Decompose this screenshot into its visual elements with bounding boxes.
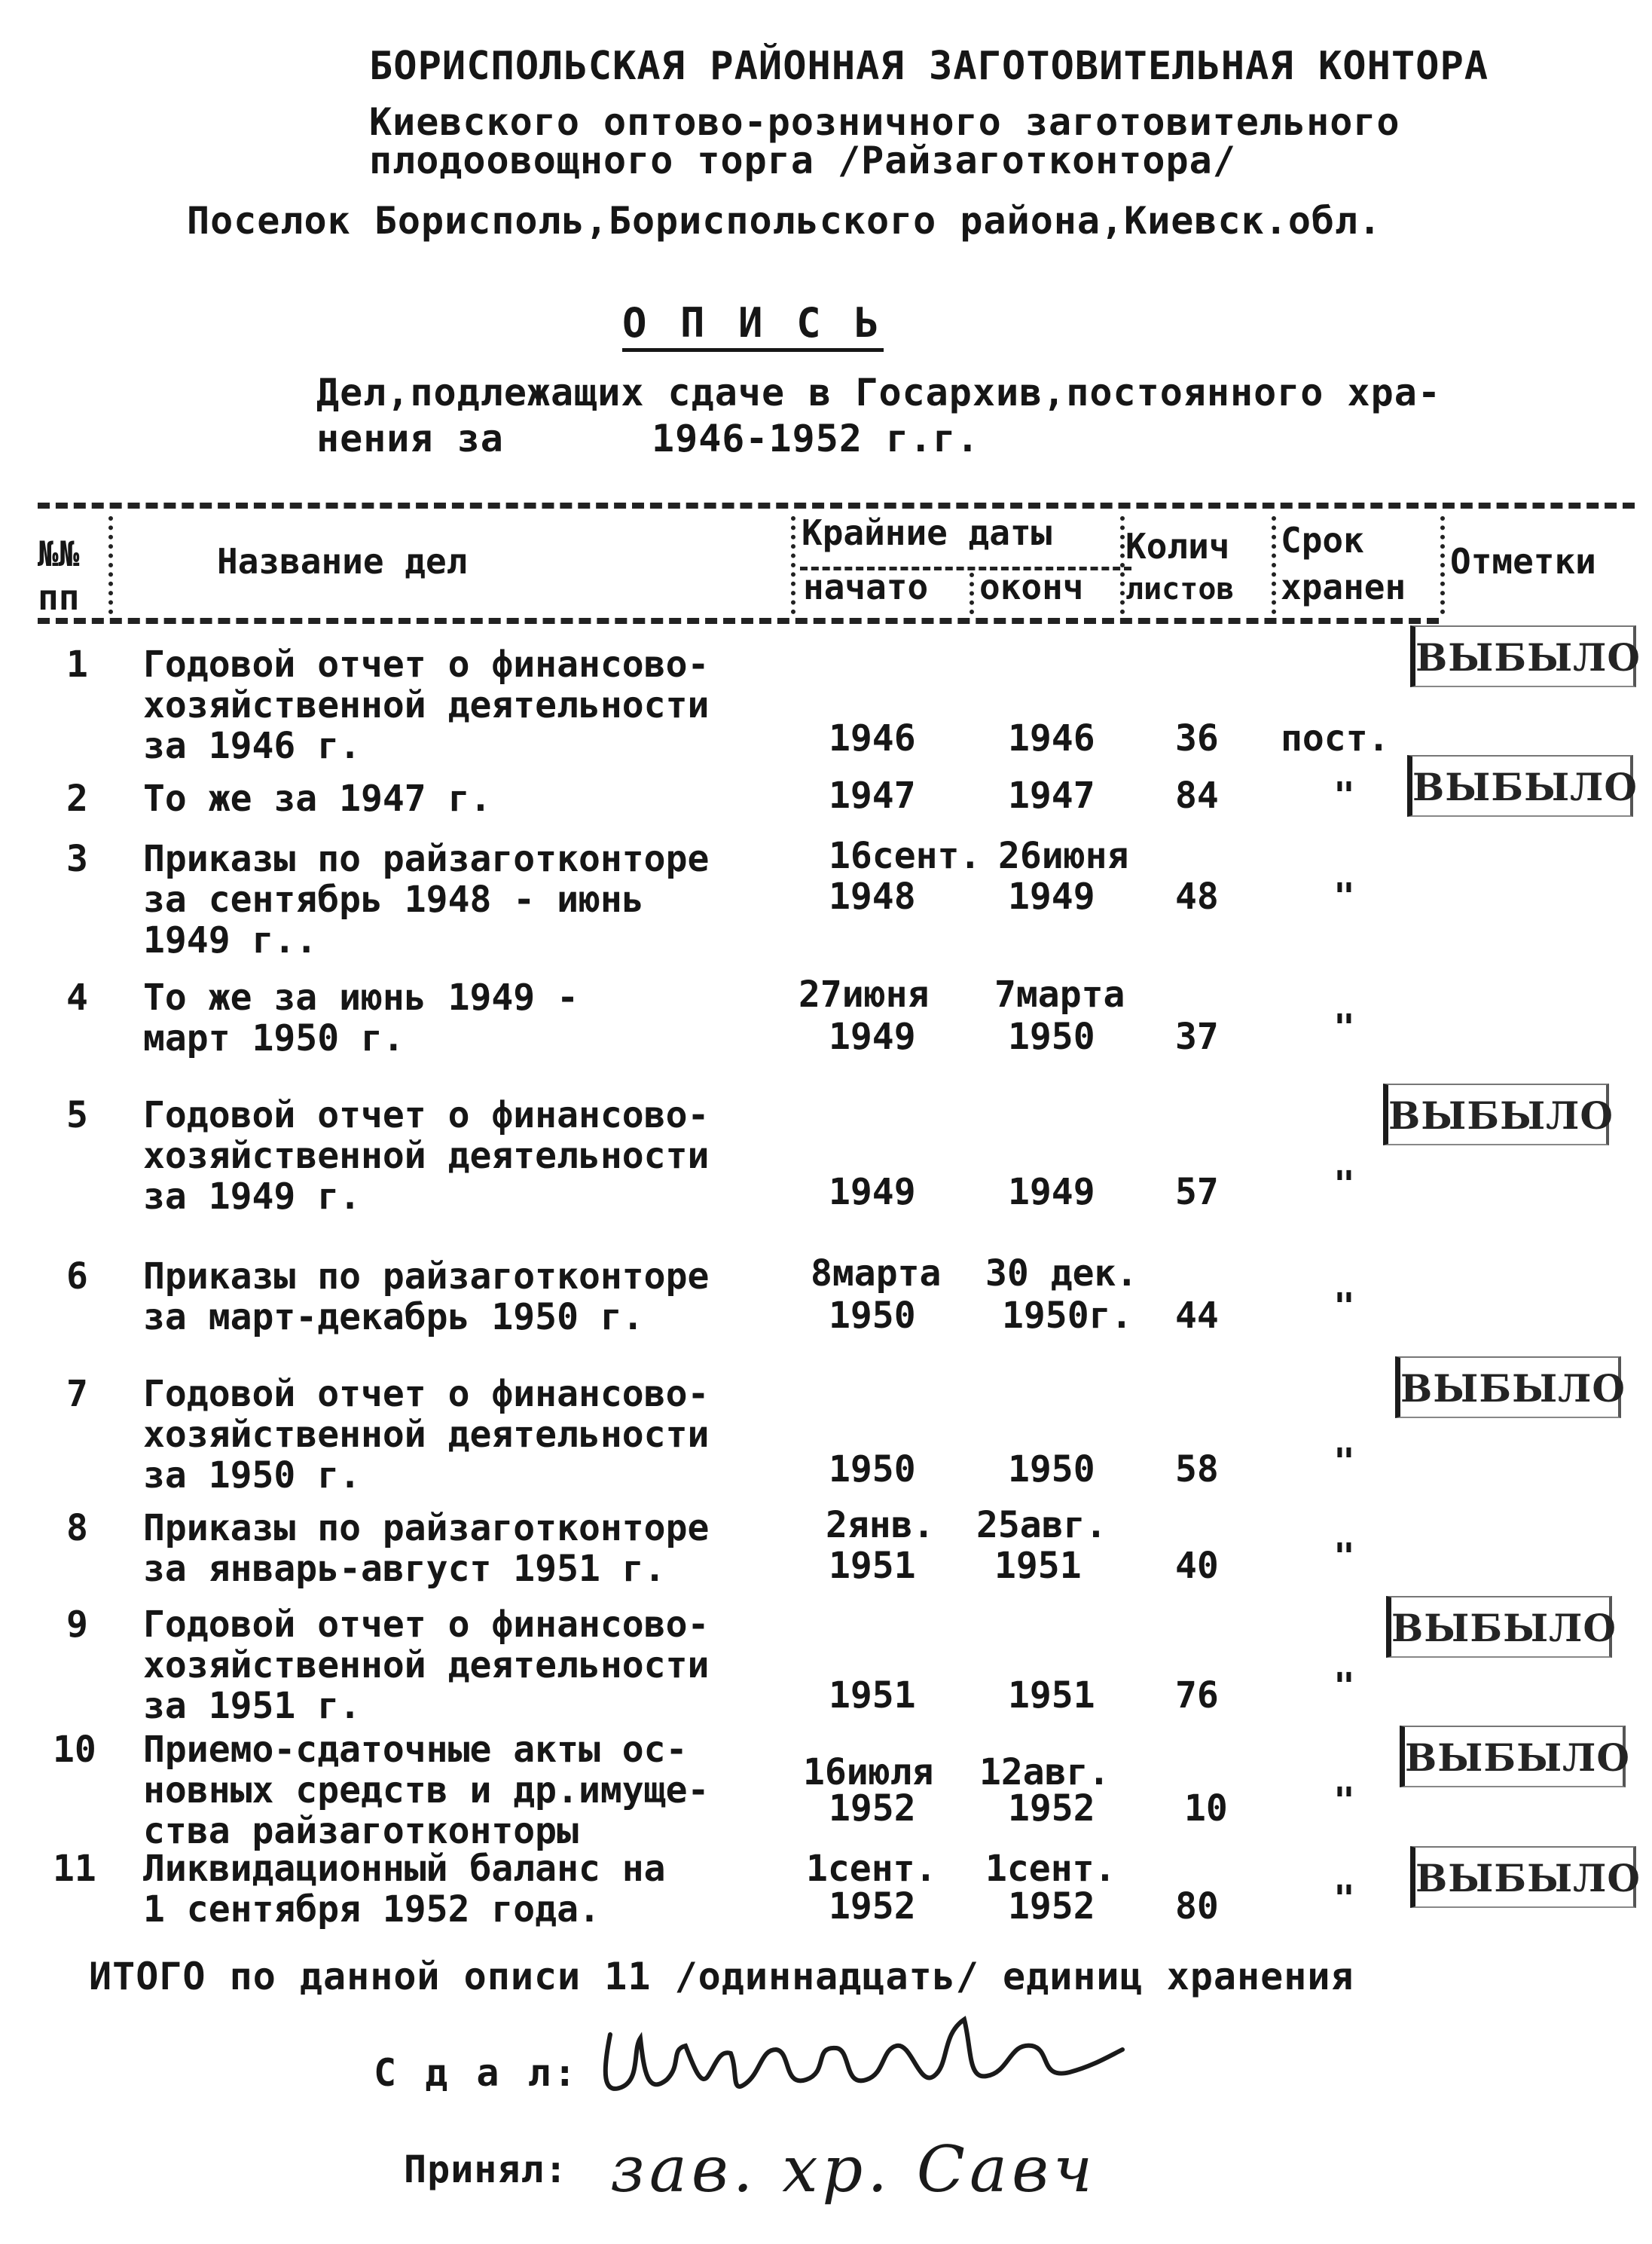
sheet-count: 57 bbox=[1175, 1171, 1219, 1213]
case-title: Годовой отчет о финансово- bbox=[143, 644, 710, 686]
document-title: О П И С Ь bbox=[622, 303, 884, 352]
sheet-count: 37 bbox=[1175, 1016, 1219, 1058]
inventory-total: ИТОГО по данной описи 11 /одиннадцать/ единиц хранения bbox=[89, 1955, 1354, 1998]
sheet-count: 48 bbox=[1175, 876, 1219, 918]
start-date: 8марта bbox=[811, 1252, 942, 1295]
row-number: 4 bbox=[66, 977, 88, 1019]
case-title: хозяйственной деятельности bbox=[143, 684, 710, 726]
case-title: за январь-август 1951 г. bbox=[143, 1548, 666, 1590]
case-title: за 1950 г. bbox=[143, 1454, 361, 1497]
row-number: 11 bbox=[53, 1848, 96, 1890]
start-date: 1сент. bbox=[806, 1848, 937, 1890]
storage-term: пост. bbox=[1281, 717, 1390, 760]
end-date: 12авг. bbox=[979, 1751, 1110, 1793]
start-date: 16сент. bbox=[829, 835, 982, 877]
sheet-count: 58 bbox=[1175, 1448, 1219, 1490]
row-number: 9 bbox=[66, 1604, 88, 1646]
case-title: за 1946 г. bbox=[143, 725, 361, 767]
header-sheet-count-2: листов bbox=[1125, 572, 1235, 607]
case-title: март 1950 г. bbox=[143, 1017, 405, 1059]
sheet-count: 36 bbox=[1175, 717, 1219, 760]
end-date: 1947 bbox=[1008, 775, 1095, 817]
start-date: 1951 bbox=[829, 1674, 916, 1717]
organization-title: БОРИСПОЛЬСКАЯ РАЙОННАЯ ЗАГОТОВИТЕЛЬНАЯ КОНТОРА bbox=[369, 44, 1489, 89]
case-title: Годовой отчет о финансово- bbox=[143, 1094, 710, 1136]
column-divider bbox=[108, 516, 113, 614]
case-title: То же за июнь 1949 - bbox=[143, 977, 579, 1019]
case-title: за 1951 г. bbox=[143, 1685, 361, 1727]
sheet-count: 10 bbox=[1184, 1787, 1228, 1830]
retired-stamp: ВЫБЫЛО bbox=[1410, 625, 1636, 687]
sheet-count: 80 bbox=[1175, 1885, 1219, 1928]
header-number-2: пп bbox=[38, 577, 80, 618]
start-date: 2янв. bbox=[826, 1504, 935, 1546]
organization-subtitle-1: Киевского оптово-розничного заготовительного bbox=[369, 100, 1400, 144]
row-number: 3 bbox=[66, 838, 88, 880]
start-date: 1950 bbox=[829, 1295, 916, 1337]
handwritten-signature-handed bbox=[588, 2004, 1130, 2117]
retired-stamp: ВЫБЫЛО bbox=[1407, 755, 1633, 817]
header-case-name: Название дел bbox=[217, 541, 468, 582]
storage-term: " bbox=[1333, 1007, 1355, 1049]
start-date: 1952 bbox=[829, 1787, 916, 1830]
case-title: То же за 1947 г. bbox=[143, 778, 492, 820]
row-number: 7 bbox=[66, 1373, 88, 1415]
start-date: 1948 bbox=[829, 876, 916, 918]
column-divider bbox=[1440, 516, 1445, 614]
end-date: 1сент. bbox=[985, 1848, 1116, 1890]
case-title: за март-декабрь 1950 г. bbox=[143, 1296, 644, 1338]
column-divider bbox=[1120, 516, 1125, 614]
retired-stamp: ВЫБЫЛО bbox=[1410, 1846, 1636, 1908]
header-sheet-count: Колич bbox=[1125, 526, 1230, 567]
column-divider bbox=[970, 573, 974, 614]
end-date: 1950 bbox=[1008, 1016, 1095, 1058]
start-date: 1951 bbox=[829, 1545, 916, 1587]
end-date: 1951 bbox=[994, 1545, 1082, 1587]
location-line: Поселок Борисполь,Бориспольского района,Киевск.обл. bbox=[187, 199, 1382, 243]
case-title: ства райзаготконторы bbox=[143, 1810, 579, 1852]
storage-term: " bbox=[1333, 775, 1355, 817]
handed-over-label: С д а л: bbox=[374, 2051, 579, 2095]
retired-stamp: ВЫБЫЛО bbox=[1386, 1596, 1612, 1658]
start-date: 1946 bbox=[829, 717, 916, 760]
case-title: хозяйственной деятельности bbox=[143, 1135, 710, 1177]
storage-term: " bbox=[1333, 1163, 1355, 1206]
table-header-bottom-border bbox=[38, 618, 1439, 624]
case-title: хозяйственной деятельности bbox=[143, 1644, 710, 1686]
retired-stamp: ВЫБЫЛО bbox=[1395, 1356, 1621, 1418]
sheet-count: 76 bbox=[1175, 1674, 1219, 1717]
header-start-date: начато bbox=[803, 567, 929, 607]
start-date: 1947 bbox=[829, 775, 916, 817]
storage-term: " bbox=[1333, 1780, 1355, 1822]
sheet-count: 44 bbox=[1175, 1295, 1219, 1337]
end-date: 1949 bbox=[1008, 1171, 1095, 1213]
header-number: №№ bbox=[38, 533, 80, 574]
subtitle-line-2a: нения за bbox=[316, 417, 504, 460]
column-divider bbox=[791, 516, 795, 614]
end-date: 1950 bbox=[1008, 1448, 1095, 1490]
case-title: Приказы по райзаготконторе bbox=[143, 838, 710, 880]
storage-term: " bbox=[1333, 1878, 1355, 1920]
end-date: 25авг. bbox=[976, 1504, 1107, 1546]
header-end-date: оконч bbox=[979, 567, 1084, 607]
storage-term: " bbox=[1333, 1536, 1355, 1578]
end-date: 1952 bbox=[1008, 1787, 1095, 1830]
row-number: 6 bbox=[66, 1255, 88, 1298]
handwritten-receiver: зав. хр. Савч bbox=[610, 2132, 1098, 2206]
start-date: 27июня bbox=[799, 974, 930, 1016]
row-number: 10 bbox=[53, 1729, 96, 1771]
case-title: Приемо-сдаточные акты ос- bbox=[143, 1729, 688, 1771]
retired-stamp: ВЫБЫЛО bbox=[1400, 1726, 1626, 1787]
end-date: 1952 bbox=[1008, 1885, 1095, 1928]
end-date: 1946 bbox=[1008, 717, 1095, 760]
retired-stamp: ВЫБЫЛО bbox=[1383, 1084, 1609, 1145]
sheet-count: 84 bbox=[1175, 775, 1219, 817]
start-date: 1952 bbox=[829, 1885, 916, 1928]
start-date: 16июля bbox=[803, 1751, 934, 1793]
end-date: 1949 bbox=[1008, 876, 1095, 918]
case-title: хозяйственной деятельности bbox=[143, 1414, 710, 1456]
table-top-border bbox=[38, 503, 1635, 509]
row-number: 5 bbox=[66, 1094, 88, 1136]
storage-term: " bbox=[1333, 1441, 1355, 1483]
start-date: 1950 bbox=[829, 1448, 916, 1490]
end-date: 26июня bbox=[998, 835, 1129, 877]
header-storage-term: Срок bbox=[1281, 520, 1364, 561]
case-title: Приказы по райзаготконторе bbox=[143, 1255, 710, 1298]
sheet-count: 40 bbox=[1175, 1545, 1219, 1587]
row-number: 8 bbox=[66, 1507, 88, 1549]
case-title: 1949 г.. bbox=[143, 919, 318, 961]
start-date: 1949 bbox=[829, 1171, 916, 1213]
subtitle-period: 1946-1952 г.г. bbox=[652, 417, 980, 460]
header-notes: Отметки bbox=[1450, 541, 1596, 582]
case-title: за 1949 г. bbox=[143, 1176, 361, 1218]
subtitle-line-1: Дел,подлежащих сдаче в Госархив,постоянного хра- bbox=[316, 371, 1441, 414]
storage-term: " bbox=[1333, 1286, 1355, 1328]
case-title: Ликвидационный баланс на bbox=[143, 1848, 666, 1890]
case-title: за сентябрь 1948 - июнь bbox=[143, 879, 644, 921]
end-date: 30 дек. bbox=[985, 1252, 1138, 1295]
end-date: 1950г. bbox=[1002, 1295, 1133, 1337]
case-title: Годовой отчет о финансово- bbox=[143, 1604, 710, 1646]
storage-term: " bbox=[1333, 876, 1355, 918]
start-date: 1949 bbox=[829, 1016, 916, 1058]
case-title: новных средств и др.имуще- bbox=[143, 1769, 710, 1811]
case-title: Приказы по райзаготконторе bbox=[143, 1507, 710, 1549]
row-number: 2 bbox=[66, 778, 88, 820]
case-title: 1 сентября 1952 года. bbox=[143, 1888, 600, 1931]
header-storage-term-2: хранен bbox=[1281, 567, 1406, 607]
column-divider bbox=[1272, 516, 1276, 614]
end-date: 1951 bbox=[1008, 1674, 1095, 1717]
row-number: 1 bbox=[66, 644, 88, 686]
organization-subtitle-2: плодоовощного торга /Райзаготконтора/ bbox=[369, 139, 1236, 182]
end-date: 7марта bbox=[994, 974, 1125, 1016]
header-boundary-dates: Крайние даты bbox=[802, 512, 1052, 553]
storage-term: " bbox=[1333, 1665, 1355, 1707]
received-label: Принял: bbox=[404, 2148, 568, 2191]
case-title: Годовой отчет о финансово- bbox=[143, 1373, 710, 1415]
